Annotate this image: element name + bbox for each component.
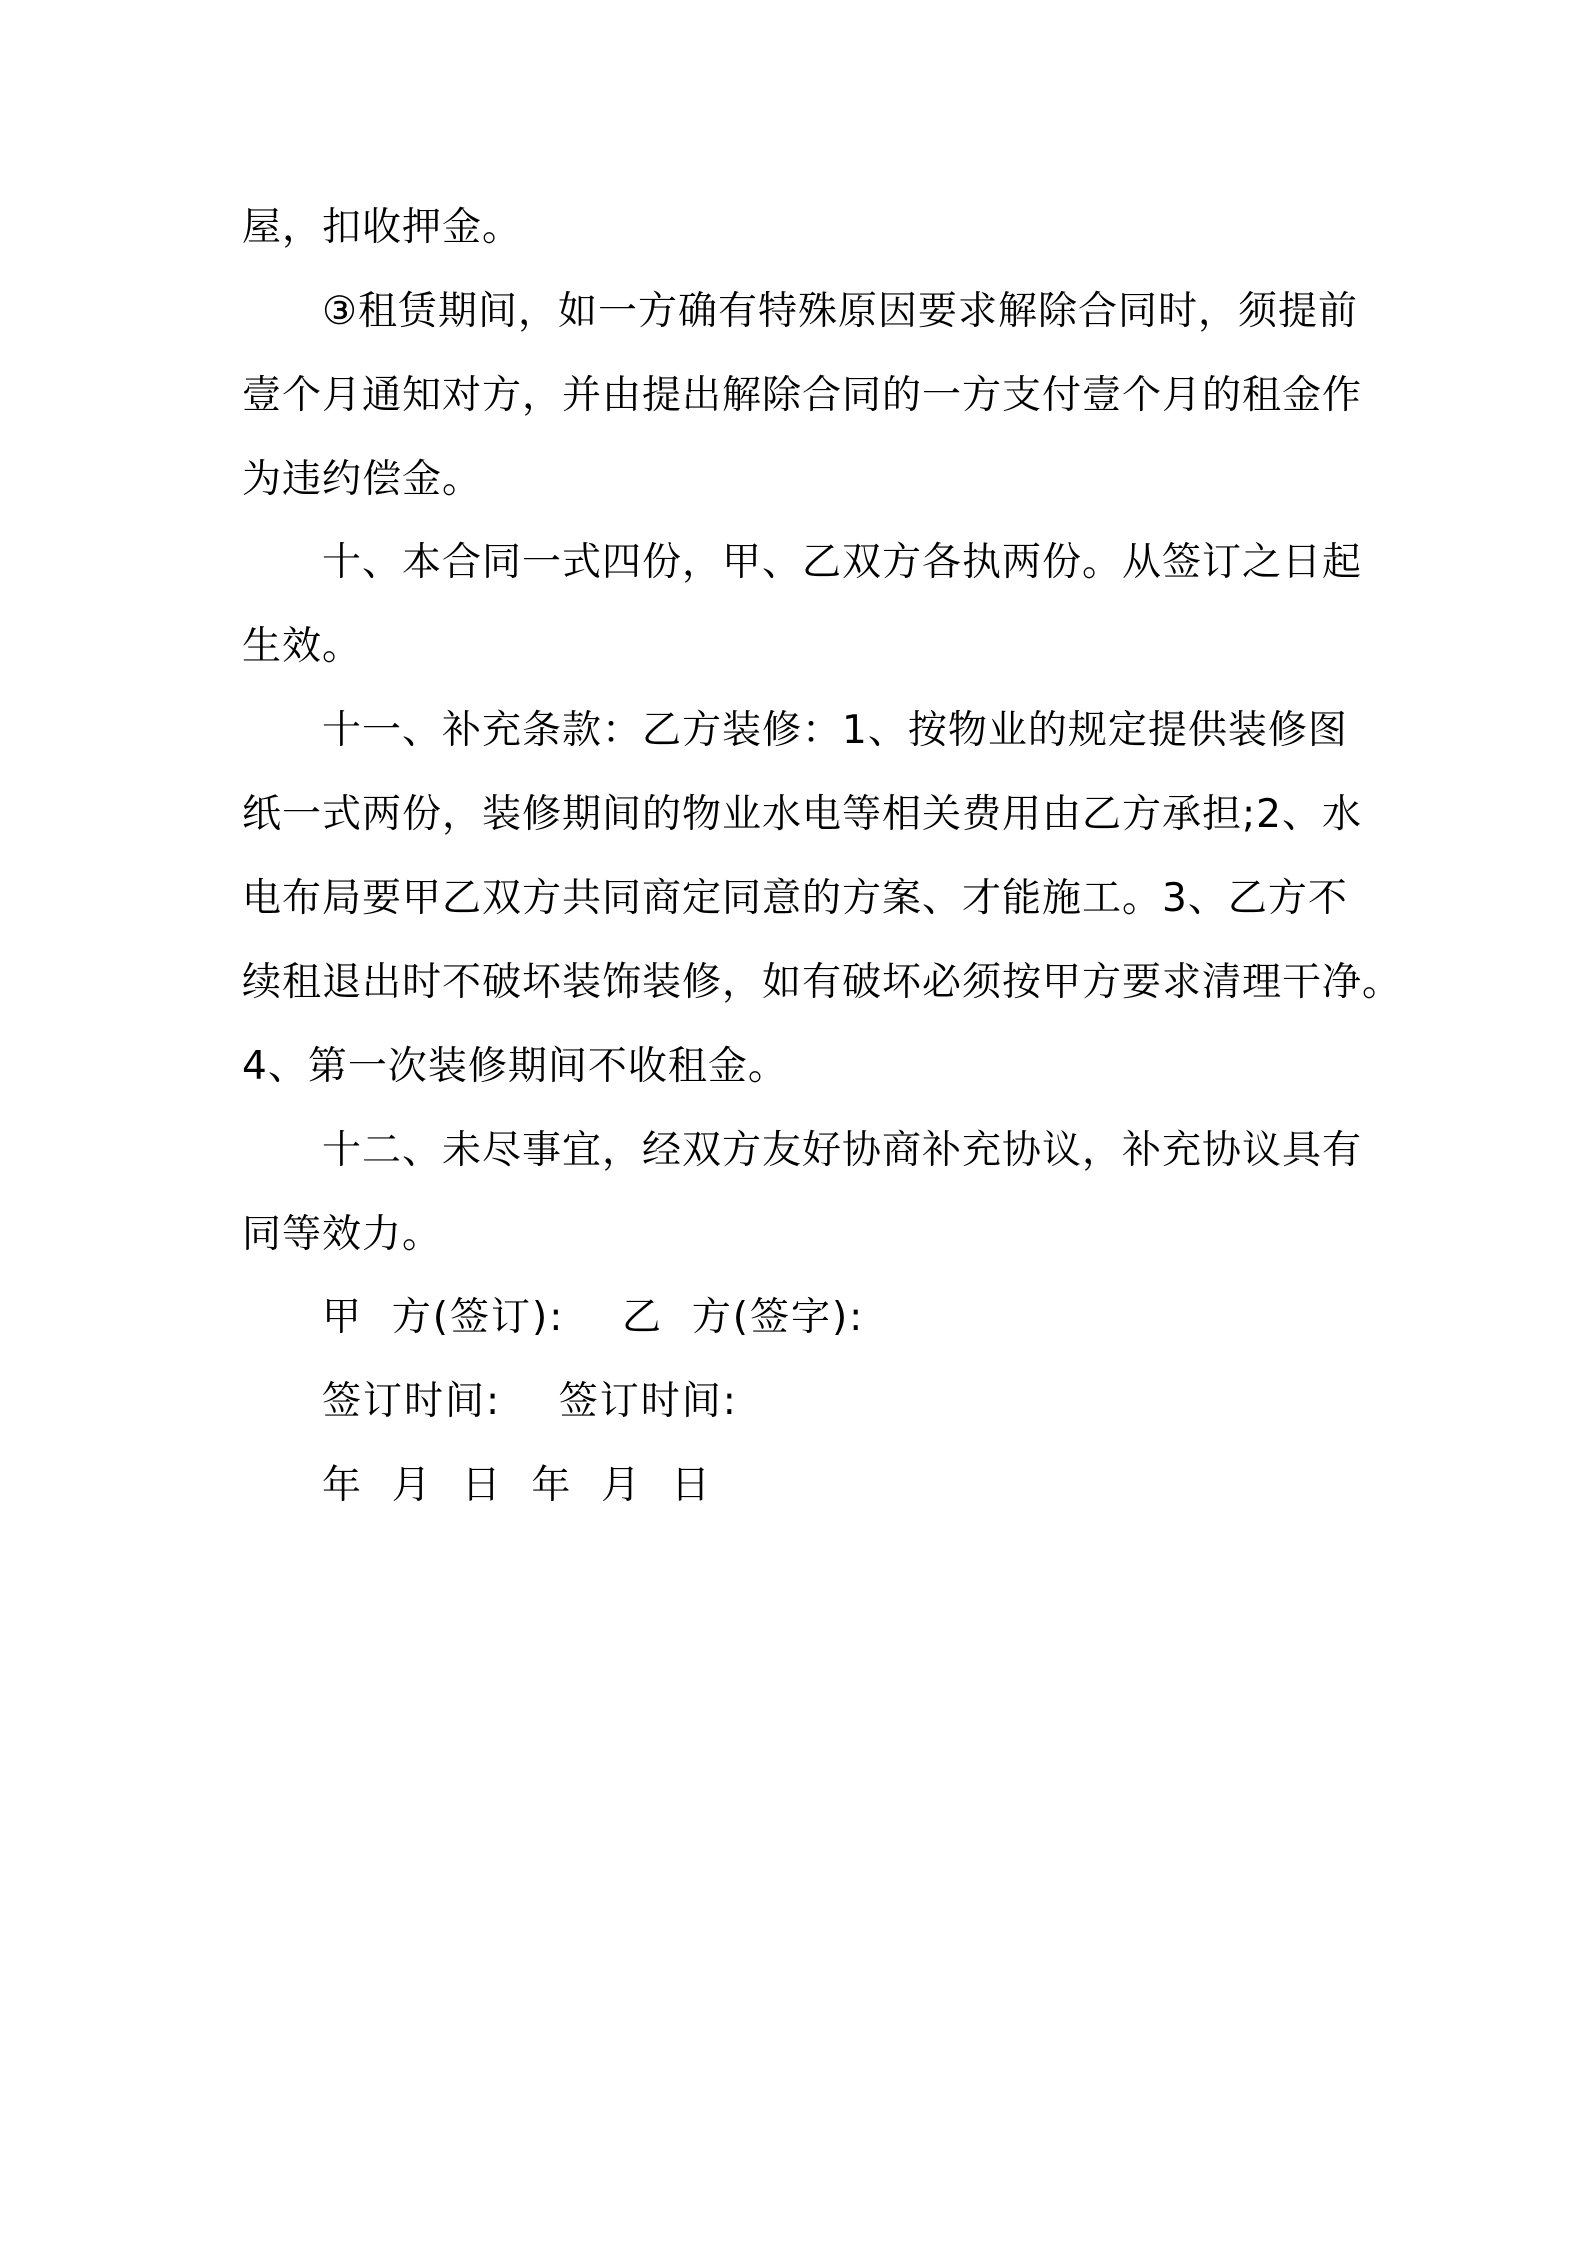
paragraph-line: 4、第一次装修期间不收租金。: [242, 1044, 788, 1089]
paragraph-line: 十一、补充条款：乙方装修：1、按物业的规定提供装修图: [322, 708, 1348, 753]
paragraph-line: 同等效力。: [242, 1212, 443, 1257]
paragraph-line: 屋，扣收押金。: [242, 205, 523, 250]
paragraph-line: ③租赁期间，如一方确有特殊原因要求解除合同时，须提前: [322, 289, 1358, 334]
paragraph-line: 电布局要甲乙双方共同商定同意的方案、才能施工。3、乙方不: [242, 876, 1348, 921]
paragraph-line: 续租退出时不破坏装饰装修，如有破坏必须按甲方要求清理干净。: [242, 960, 1403, 1005]
signature-parties: 甲 方(签订): 乙 方(签字):: [322, 1295, 865, 1340]
paragraph-line: 壹个月通知对方，并由提出解除合同的一方支付壹个月的租金作: [242, 373, 1363, 418]
paragraph-line: 生效。: [242, 624, 363, 669]
signature-dates: 年 月 日 年 月 日: [322, 1463, 712, 1508]
paragraph-line: 十、本合同一式四份，甲、乙双方各执两份。从签订之日起: [322, 540, 1363, 585]
paragraph-line: 为违约偿金。: [242, 457, 483, 502]
paragraph-line: 十二、未尽事宜，经双方友好协商补充协议，补充协议具有: [322, 1128, 1363, 1173]
signature-times: 签订时间: 签订时间:: [322, 1379, 738, 1424]
paragraph-line: 纸一式两份，装修期间的物业水电等相关费用由乙方承担;2、水: [242, 792, 1362, 837]
